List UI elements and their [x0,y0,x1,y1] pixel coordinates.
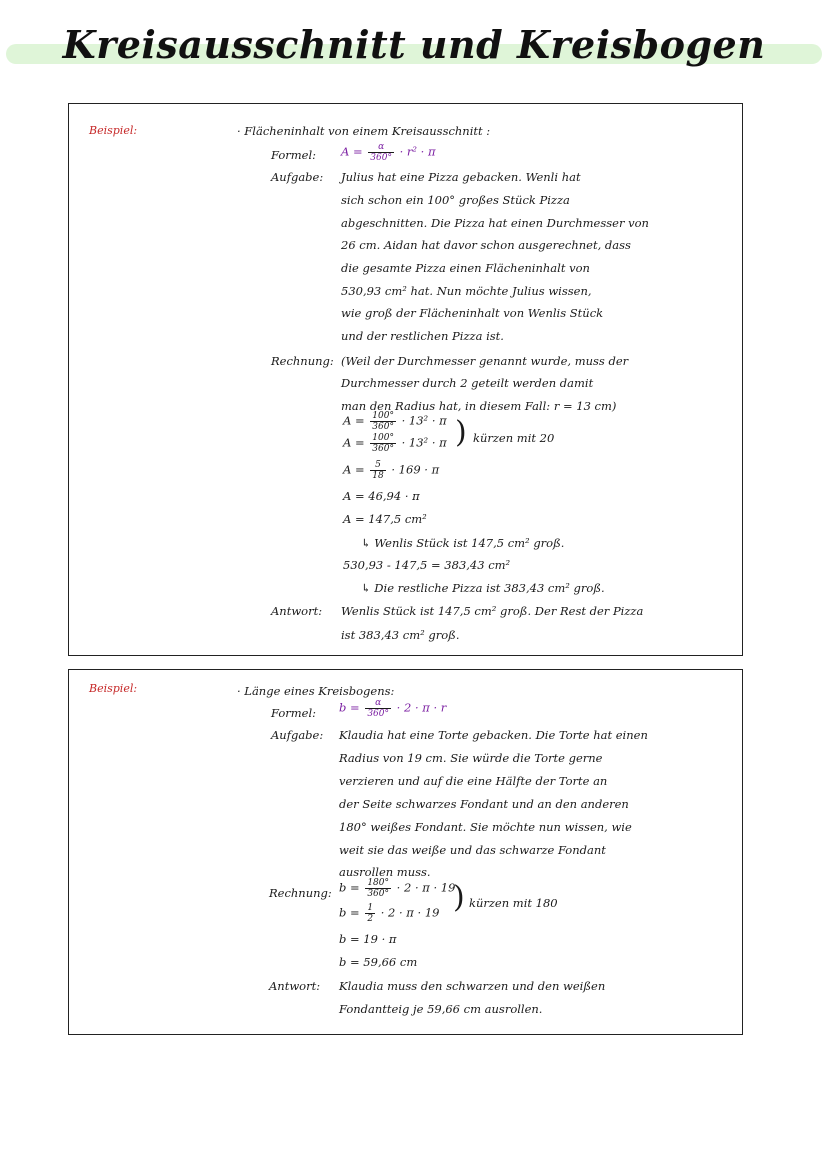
answer-line: Fondantteig je 59,66 cm ausrollen. [339,1002,543,1016]
calc-step: A = $\frac{100^\circ}{360^\circ}$ · 13² · π [343,411,447,432]
task-line: wie groß der Flächeninhalt von Wenlis Stück [341,306,604,320]
task-line: 180° weißes Fondant. Sie möchte nun wissen, wie [339,820,632,834]
task-line: der Seite schwarzes Fondant und an den anderen [339,797,629,811]
formula-arc-length: b = $\frac{\alpha}{360^\circ}$ · 2 · π · r [339,698,447,719]
brace: ) [453,880,465,915]
task-line: die gesamte Pizza einen Flächeninhalt von [341,261,590,275]
result-note: ↳ Die restliche Pizza ist 383,43 cm² groß. [361,581,605,595]
task-line: ausrollen muss. [339,865,431,879]
calc-intro-line: man den Radius hat, in diesem Fall: r = 13 cm) [341,399,617,413]
task-line: abgeschnitten. Die Pizza hat einen Durchmesser von [341,216,649,230]
calc-step: 530,93 - 147,5 = 383,43 cm² [343,558,511,572]
example-label: Beispiel: [89,682,138,695]
calc-step: b = 19 · π [339,932,397,946]
task-line: 530,93 cm² hat. Nun möchte Julius wissen, [341,284,592,298]
task-line: sich schon ein 100° großes Stück Pizza [341,193,570,207]
calc-step: A = 46,94 · π [343,489,420,503]
calc-step: b = $\frac{1}{2}$ · 2 · π · 19 [339,903,440,924]
calc-intro-line: Durchmesser durch 2 geteilt werden damit [341,376,594,390]
aufgabe-label: Aufgabe: [271,170,324,184]
answer-line: ist 383,43 cm² groß. [341,628,460,642]
calc-step: A = $\frac{5}{18}$ · 169 · π [343,460,440,481]
task-line: und der restlichen Pizza ist. [341,329,504,343]
formel-label: Formel: [271,148,317,162]
answer-line: Wenlis Stück ist 147,5 cm² groß. Der Rest der Pizza [341,604,644,618]
antwort-label: Antwort: [269,979,321,993]
example-box-sector-area [68,103,743,656]
section-heading: · Länge eines Kreisbogens: [237,684,395,698]
antwort-label: Antwort: [271,604,323,618]
result-note: ↳ Wenlis Stück ist 147,5 cm² groß. [361,536,565,550]
section-heading: · Flächeninhalt von einem Kreisausschnitt : [237,124,491,138]
rechnung-label: Rechnung: [271,354,334,368]
task-line: verzieren und auf die eine Hälfte der Torte an [339,774,608,788]
task-line: Klaudia hat eine Torte gebacken. Die Torte hat einen [339,728,648,742]
rechnung-label: Rechnung: [269,886,332,900]
aufgabe-label: Aufgabe: [271,728,324,742]
answer-line: Klaudia muss den schwarzen und den weißen [339,979,606,993]
calc-intro-line: (Weil der Durchmesser genannt wurde, muss der [341,354,629,368]
formula-sector-area: A = $\frac{\alpha}{360^\circ}$ · r² · π [341,142,436,163]
calc-step: b = $\frac{180^\circ}{360^\circ}$ · 2 · π · 19 [339,878,456,899]
formel-label: Formel: [271,706,317,720]
page-title: Kreisausschnitt und Kreisbogen [62,22,766,67]
kuerzen-note: kürzen mit 180 [469,896,558,910]
task-line: weit sie das weiße und das schwarze Fondant [339,843,606,857]
task-line: Radius von 19 cm. Sie würde die Torte gerne [339,751,603,765]
example-box-arc-length [68,669,743,1035]
calc-step: A = 147,5 cm² [343,512,427,526]
calc-step: b = 59,66 cm [339,955,418,969]
brace: ) [455,415,467,450]
example-label: Beispiel: [89,124,138,137]
task-line: Julius hat eine Pizza gebacken. Wenli hat [341,170,581,184]
calc-step: A = $\frac{100^\circ}{360^\circ}$ · 13² · π [343,433,447,454]
kuerzen-note: kürzen mit 20 [473,431,555,445]
task-line: 26 cm. Aidan hat davor schon ausgerechnet, dass [341,238,631,252]
